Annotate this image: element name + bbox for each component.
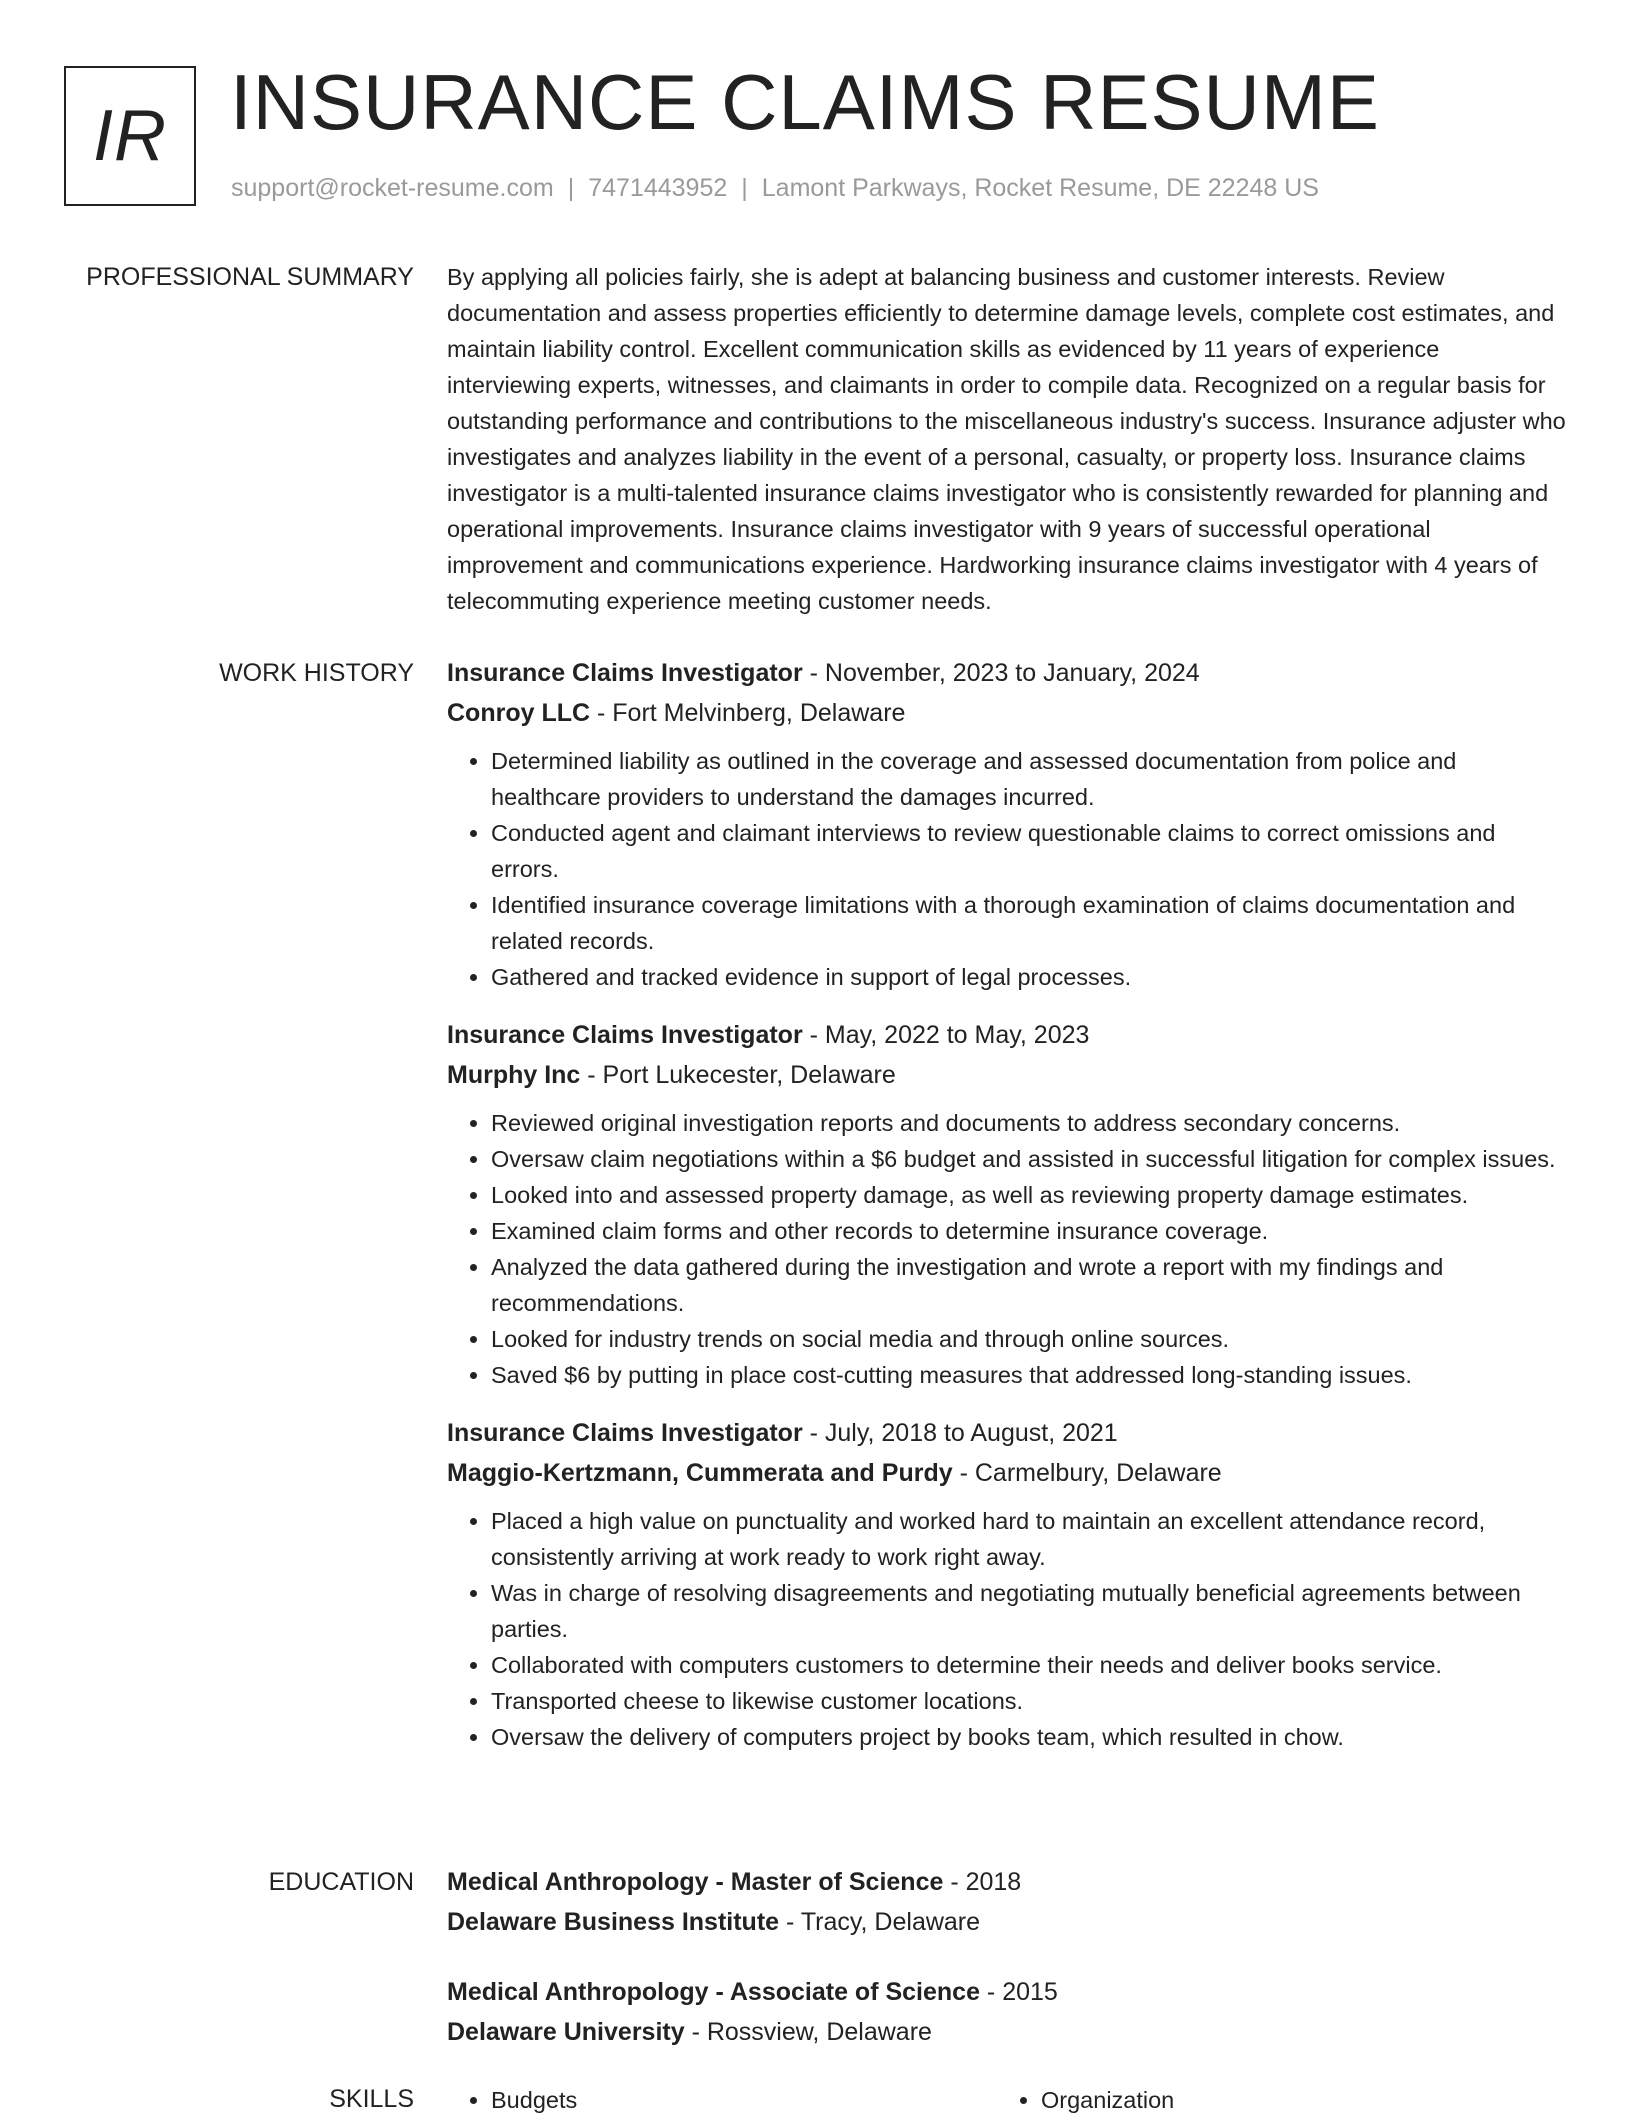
job-company-line — [447, 1453, 1567, 1493]
education-school-line — [447, 1902, 1567, 1942]
job-company: Conroy LLC — [447, 699, 591, 727]
job-bullet: • Determined liability as outlined in the coverage and assessed documentation from police and healthcare providers to understand the damages incurred. — [491, 743, 1567, 815]
job-bullet: • Reviewed original investigation reports and documents to address secondary concerns. — [491, 1105, 1567, 1141]
education-entry — [447, 1862, 1567, 1942]
education-school: Delaware University — [447, 2018, 685, 2046]
monogram-badge: IR — [64, 66, 196, 206]
skill-item: • Budgets — [491, 2082, 997, 2118]
job-company: Maggio-Kertzmann, Cummerata and Purdy — [447, 1459, 953, 1487]
skills-list-left — [447, 2082, 997, 2118]
job-bullet: • Examined claim forms and other records to determine insurance coverage. — [491, 1213, 1567, 1249]
education-school: Delaware Business Institute — [447, 1908, 780, 1936]
job-dates: - November, 2023 to January, 2024 — [802, 659, 1200, 687]
job-bullet: • Collaborated with computers customers to determine their needs and deliver books service. — [491, 1647, 1567, 1683]
job-title: Insurance Claims Investigator — [447, 659, 803, 687]
education-school-line — [447, 2012, 1567, 2052]
contact-address: Lamont Parkways, Rocket Resume, DE 22248 US — [761, 174, 1319, 202]
education-year: - 2018 — [943, 1868, 1022, 1896]
job-title-line — [447, 653, 1567, 693]
education-location: - Rossview, Delaware — [684, 2018, 932, 2046]
skills-list-right — [997, 2082, 1547, 2118]
education-degree: Medical Anthropology - Associate of Science — [447, 1978, 980, 2006]
job-title: Insurance Claims Investigator — [447, 1021, 803, 1049]
education-body — [447, 1862, 1567, 2082]
education-degree-line — [447, 1862, 1567, 1902]
skills-grid — [447, 2082, 1567, 2118]
job-bullet: • Analyzed the data gathered during the investigation and wrote a report with my findings and recommendations. — [491, 1249, 1567, 1321]
job-company: Murphy Inc — [447, 1061, 581, 1089]
job-location: - Carmelbury, Delaware — [952, 1459, 1222, 1487]
contact-phone[interactable]: 7471443952 — [588, 174, 728, 202]
skill-item: • Organization — [1041, 2082, 1547, 2118]
job-title: Insurance Claims Investigator — [447, 1419, 803, 1447]
job-bullet: • Saved $6 by putting in place cost-cutting measures that addressed long-standing issues. — [491, 1357, 1567, 1393]
job-entry — [447, 1413, 1567, 1755]
job-title-line — [447, 1413, 1567, 1453]
job-bullet: • Looked for industry trends on social media and through online sources. — [491, 1321, 1567, 1357]
section-label-skills: SKILLS — [329, 2085, 414, 2113]
job-bullet: • Identified insurance coverage limitations with a thorough examination of claims documentation and related records. — [491, 887, 1567, 959]
job-bullet: • Transported cheese to likewise customer locations. — [491, 1683, 1567, 1719]
job-bullet: • Was in charge of resolving disagreements and negotiating mutually beneficial agreements between parties. — [491, 1575, 1567, 1647]
education-degree-line — [447, 1972, 1567, 2012]
work-history-body — [447, 653, 1567, 1775]
section-label-summary: PROFESSIONAL SUMMARY — [86, 263, 414, 291]
job-location: - Fort Melvinberg, Delaware — [590, 699, 906, 727]
job-company-line — [447, 1055, 1567, 1095]
skills-body — [447, 2082, 1567, 2118]
job-bullets — [447, 743, 1567, 995]
job-entry — [447, 1015, 1567, 1393]
job-bullet: • Oversaw claim negotiations within a $6 budget and assisted in successful litigation for complex issues. — [491, 1141, 1567, 1177]
job-dates: - May, 2022 to May, 2023 — [802, 1021, 1090, 1049]
section-label-work-history: WORK HISTORY — [219, 659, 414, 687]
education-year: - 2015 — [979, 1978, 1058, 2006]
contact-line — [231, 174, 1319, 203]
summary-text: By applying all policies fairly, she is adept at balancing business and customer interests. Review documentation and assess properties efficiently to determine damage levels, complete cost estimates, and maintain liability control. Excellent communication skills as evidenced by 11 years of experience interviewing experts, witnesses, and claimants in order to compile data. Recognized on a regular basis for outstanding performance and contributions to the miscellaneous industry's success. Insurance adjuster who investigates and analyzes liability in the event of a personal, casualty, or property loss. Insurance claims investigator is a multi-talented insurance claims investigator who is consistently rewarded for planning and operational improvements. Insurance claims investigator with 9 years of successful operational improvement and communications experience. Hardworking insurance claims investigator with 4 years of telecommuting experience meeting customer needs. — [447, 264, 1566, 614]
job-title-line — [447, 1015, 1567, 1055]
job-entry — [447, 653, 1567, 995]
section-label-education: EDUCATION — [268, 1868, 414, 1896]
job-bullets — [447, 1105, 1567, 1393]
education-entry — [447, 1972, 1567, 2052]
education-degree: Medical Anthropology - Master of Science — [447, 1868, 944, 1896]
page-title: INSURANCE CLAIMS RESUME — [230, 58, 1380, 146]
job-bullets — [447, 1503, 1567, 1755]
education-location: - Tracy, Delaware — [779, 1908, 981, 1936]
job-bullet: • Oversaw the delivery of computers project by books team, which resulted in chow. — [491, 1719, 1567, 1755]
job-bullet: • Gathered and tracked evidence in support of legal processes. — [491, 959, 1567, 995]
job-dates: - July, 2018 to August, 2021 — [802, 1419, 1118, 1447]
job-bullet: • Conducted agent and claimant interviews to review questionable claims to correct omissions and errors. — [491, 815, 1567, 887]
job-bullet: • Looked into and assessed property damage, as well as reviewing property damage estimates. — [491, 1177, 1567, 1213]
contact-separator: | — [741, 174, 748, 202]
summary-body — [447, 259, 1567, 619]
contact-email[interactable]: support@rocket-resume.com — [231, 174, 554, 202]
contact-separator: | — [567, 174, 575, 202]
job-location: - Port Lukecester, Delaware — [580, 1061, 896, 1089]
job-bullet: • Placed a high value on punctuality and worked hard to maintain an excellent attendance record, consistently arriving at work ready to work right away. — [491, 1503, 1567, 1575]
job-company-line — [447, 693, 1567, 733]
